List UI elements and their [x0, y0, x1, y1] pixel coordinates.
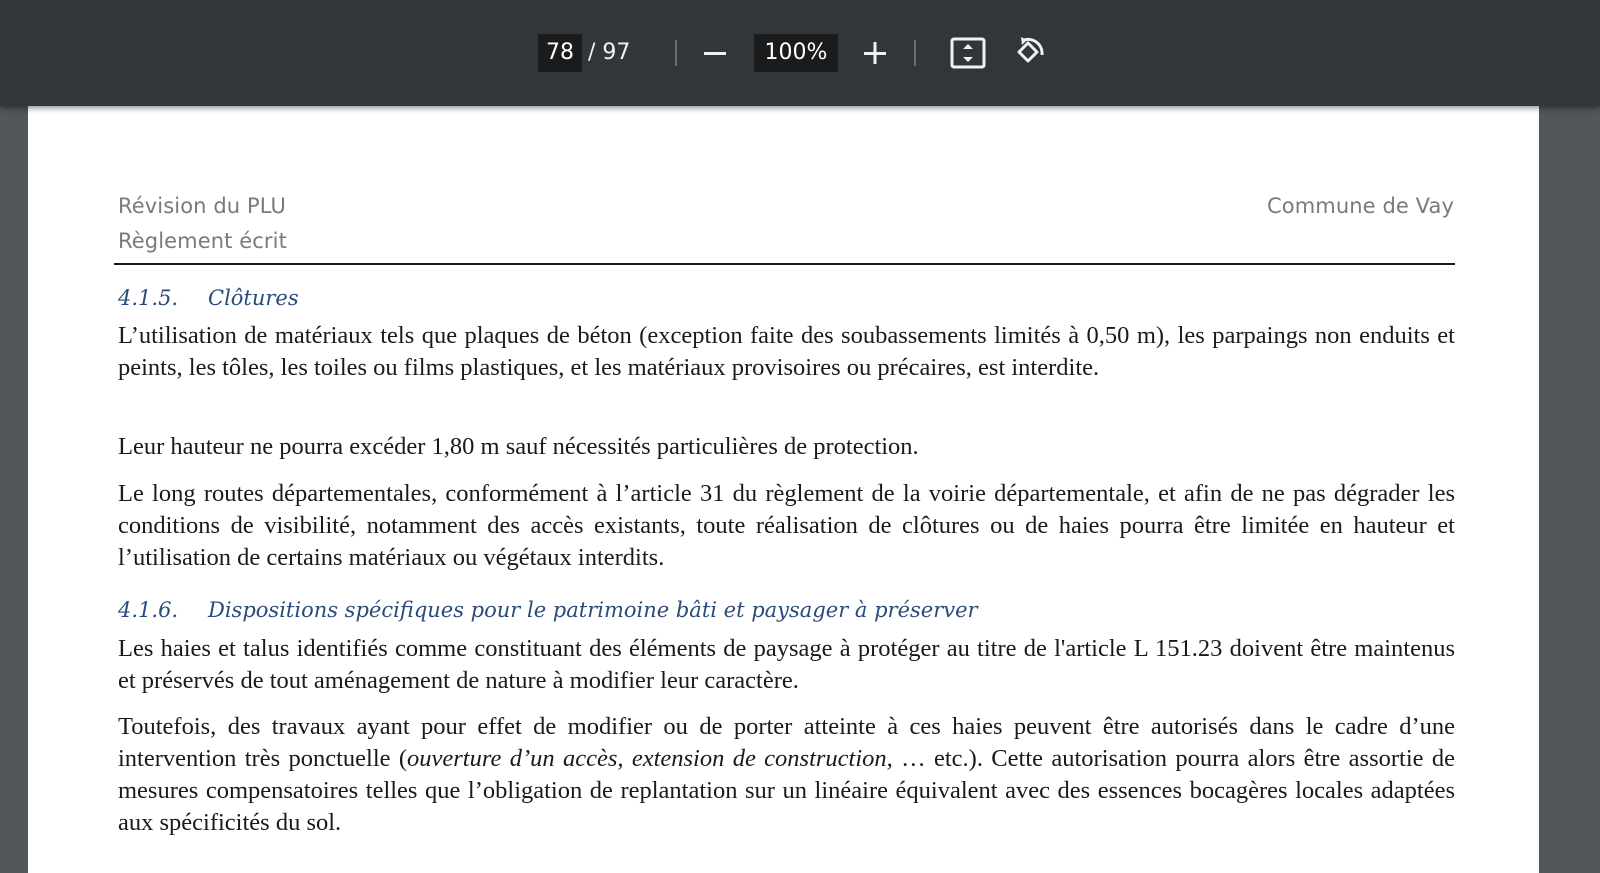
header-left-subtitle: Règlement écrit — [118, 229, 287, 253]
pdf-page — [28, 106, 1539, 873]
paragraph-italic-text: ouverture d’un accès, extension de construction, — [407, 745, 893, 772]
paragraph-text: … etc.). Cette autorisation pourra alors être assortie de mesures compensatoires telles que l’obligation de replantation sur un linéaire équivalent avec des essences bocagères locales adaptées aux spécificités du sol. — [118, 745, 1455, 836]
zoom-out-button[interactable] — [693, 31, 737, 75]
paragraph: L’utilisation de matériaux tels que plaques de béton (exception faite des soubassements limités à 0,50 m), les parpaings non enduits et peints, les tôles, les toiles ou films plastiques, et les matériaux provisoires ou précaires, est interdite. — [118, 322, 1455, 381]
section-heading — [118, 286, 299, 310]
page-total: / 97 — [588, 40, 631, 65]
header-right-title: Commune de Vay — [1267, 194, 1454, 218]
pdf-toolbar — [0, 0, 1600, 106]
section-title: Clôtures — [208, 286, 299, 310]
rotate-button[interactable] — [1006, 31, 1050, 75]
paragraph: Leur hauteur ne pourra excéder 1,80 m sauf nécessités particulières de protection. — [118, 433, 919, 460]
header-rule — [114, 263, 1455, 265]
paragraph: Les haies et talus identifiés comme constituant des éléments de paysage à protéger au titre de l'article L 151.23 doivent être maintenus et préservés de tout aménagement de nature à modifier leur caractère. — [118, 635, 1455, 694]
section-heading — [118, 598, 978, 622]
toolbar-divider — [675, 40, 677, 66]
fit-to-page-button[interactable] — [946, 31, 990, 75]
section-number: 4.1.5. — [118, 286, 179, 310]
rotate-icon — [1010, 35, 1046, 71]
paragraph-text: Toutefois, des travaux ayant pour effet de modifier ou de porter atteinte à ces haies peuvent être autorisés dans le cadre d’une intervention très ponctuelle ( — [118, 713, 1455, 772]
toolbar-divider — [914, 40, 916, 66]
plus-icon — [862, 40, 888, 66]
fit-to-page-icon — [950, 37, 986, 69]
zoom-in-button[interactable] — [853, 31, 897, 75]
minus-icon — [702, 40, 728, 66]
section-number: 4.1.6. — [118, 598, 179, 622]
page-number-input[interactable]: 78 — [538, 34, 582, 72]
zoom-level-input[interactable]: 100% — [754, 34, 838, 72]
section-title: Dispositions spécifiques pour le patrimoine bâti et paysager à préserver — [208, 598, 978, 622]
header-left-title: Révision du PLU — [118, 194, 286, 218]
pdf-viewer[interactable] — [0, 106, 1600, 873]
paragraph: Le long routes départementales, conformément à l’article 31 du règlement de la voirie départementale, et afin de ne pas dégrader les conditions de visibilité, notamment des accès existants, toute réalisation de clôtures ou de haies pourra être limitée en hauteur et l’utilisation de certains matériaux ou végétaux interdits. — [118, 480, 1455, 571]
paragraph — [118, 711, 1455, 839]
